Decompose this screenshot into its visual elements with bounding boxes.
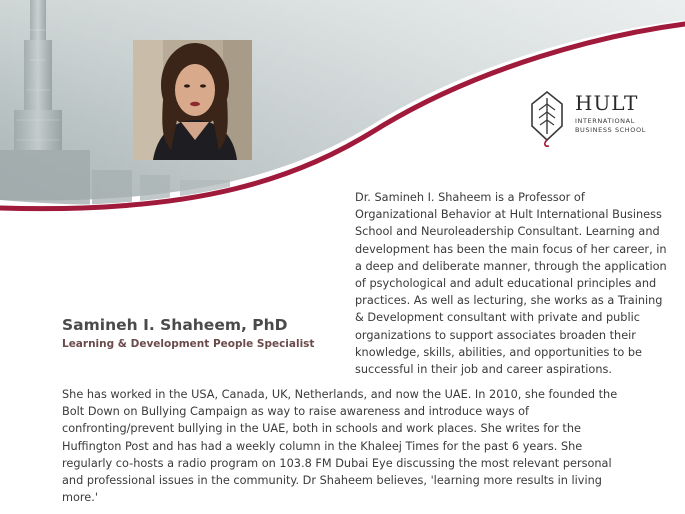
person-name: Samineh I. Shaheem, PhD	[62, 316, 288, 334]
hult-logo	[529, 90, 659, 150]
bio-paragraph-2: She has worked in the USA, Canada, UK, Netherlands, and now the UAE. In 2010, she founded the Bolt Down on Bullying Campaign as way to raise awareness and introduce ways of confronting/prevent bullying in the UAE, both in schools and work places. She writes for the Huffington Post and has had a weekly column in the Khaleej Times for the past 6 years. She regularly co-hosts a radio program on 103.8 FM Dubai Eye discussing the most relevant personal and professional issues in the community. Dr Shaheem believes, 'learning more results in living more.'	[62, 388, 618, 505]
logo-subtitle-line-2: BUSINESS SCHOOL	[575, 126, 646, 134]
logo-subtitle	[575, 117, 665, 135]
profile-photo	[133, 40, 252, 160]
person-role: Learning & Development People Specialist	[62, 338, 315, 350]
logo-subtitle-line-1: INTERNATIONAL	[575, 117, 635, 125]
bio-paragraph: Dr. Samineh I. Shaheem is a Professor of Organizational Behavior at Hult International Business School and Neuroleadership Consultant. Learning and development has been the main focus of her career, in a deep and deliberate manner, through the application of psychological and adult educational principles and practices. As well as lecturing, she works as a Training & Development consultant with private and public organizations to support associates broaden their knowledge, skills, abilities, and opportunities to be successful in their job and career aspirations.	[355, 191, 667, 377]
hult-shield-icon	[529, 90, 565, 148]
logo-wordmark: HULT	[575, 91, 639, 115]
